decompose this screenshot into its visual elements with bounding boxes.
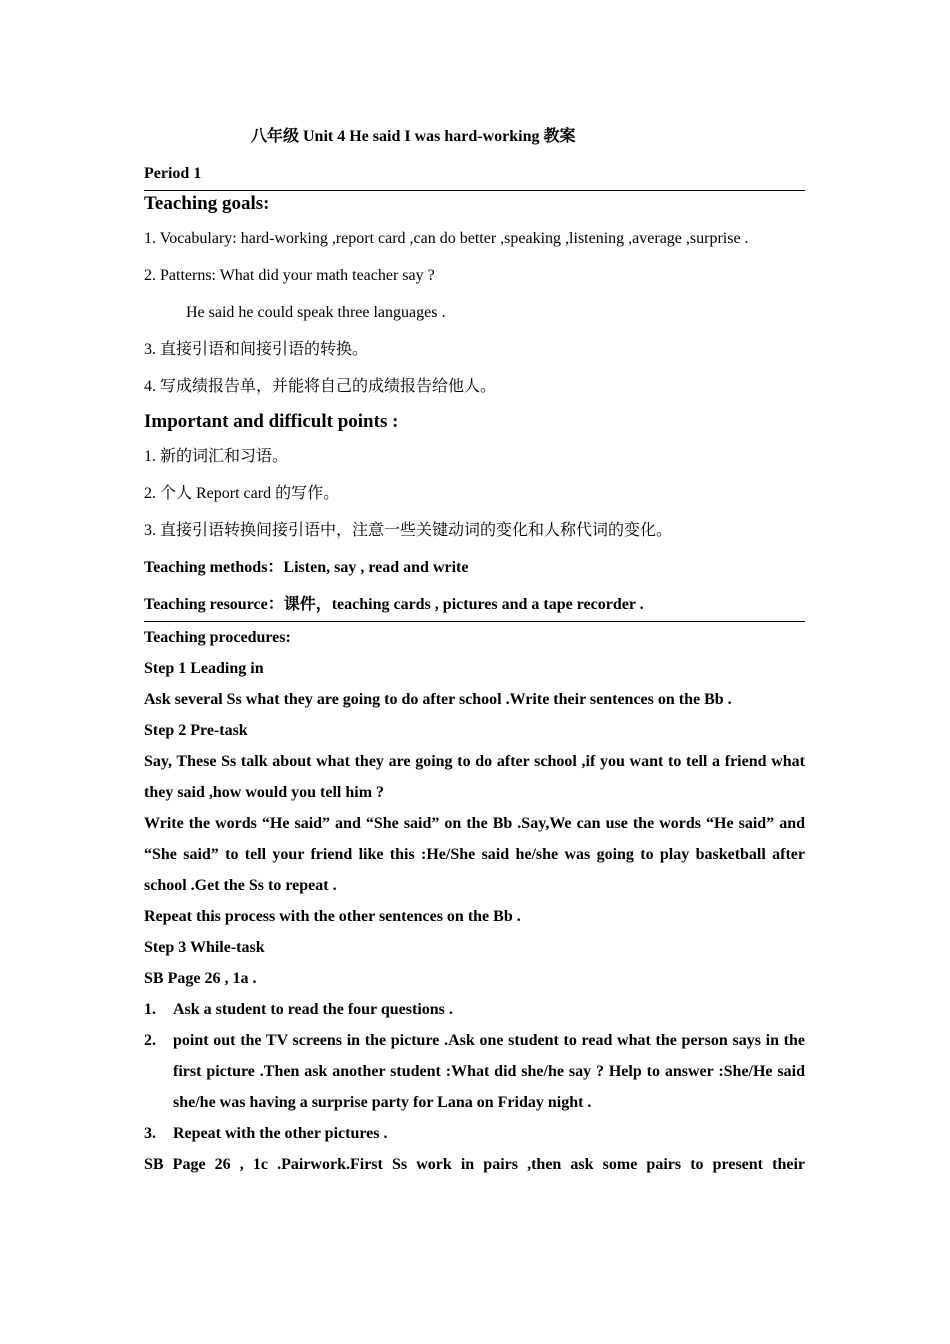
- point-item-2: 2. 个人 Report card 的写作。: [144, 485, 340, 502]
- document-content: [144, 126, 805, 1180]
- goal-item-2: 2. Patterns: What did your math teacher say ?: [144, 267, 435, 284]
- points-heading: Important and difficult points :: [144, 411, 399, 432]
- goal-item-3: 3. 直接引语和间接引语的转换。: [144, 341, 369, 358]
- point-item-1: 1. 新的词汇和习语。: [144, 448, 289, 465]
- goal-item-2-example: He said he could speak three languages .: [186, 304, 446, 321]
- list-item: [144, 1118, 805, 1149]
- period-label: Period 1: [144, 165, 202, 182]
- goals-heading: Teaching goals:: [144, 193, 270, 214]
- step-3-heading: Step 3 While-task: [144, 939, 265, 956]
- list-item-number: 2.: [144, 1032, 156, 1049]
- goal-item-1: 1. Vocabulary: hard-working ,report card ,can do better ,speaking ,listening ,average ,surprise .: [144, 230, 749, 247]
- step-1-heading: Step 1 Leading in: [144, 660, 264, 677]
- procedures-heading: Teaching procedures:: [144, 629, 291, 646]
- step-2-heading: Step 2 Pre-task: [144, 722, 248, 739]
- list-item-number: 1.: [144, 1001, 156, 1018]
- list-item: [144, 1025, 805, 1118]
- list-item-text: Ask a student to read the four questions .: [173, 1001, 453, 1018]
- sb-page-1a: SB Page 26 , 1a .: [144, 970, 257, 987]
- teaching-methods: Teaching methods：Listen, say , read and write: [144, 559, 469, 576]
- point-item-3: 3. 直接引语转换间接引语中，注意一些关键动词的变化和人称代词的变化。: [144, 522, 673, 539]
- step-2-text-3: Repeat this process with the other sentences on the Bb .: [144, 908, 521, 925]
- step-1-text: Ask several Ss what they are going to do after school .Write their sentences on the Bb .: [144, 691, 732, 708]
- sb-page-1c: SB Page 26 , 1c .Pairwork.First Ss work in pairs ,then ask some pairs to present their: [144, 1156, 805, 1173]
- step-2-text-1: Say, These Ss talk about what they are going to do after school ,if you want to tell a friend what they said ,how would you tell him ?: [144, 753, 805, 801]
- list-item: [144, 994, 805, 1025]
- document-title: 八年级 Unit 4 He said I was hard-working 教案: [251, 128, 576, 145]
- list-item-number: 3.: [144, 1125, 156, 1142]
- goal-item-4: 4. 写成绩报告单，并能将自己的成绩报告给他人。: [144, 378, 497, 395]
- step-2-text-2: Write the words “He said” and “She said” on the Bb .Say,We can use the words “He said” and “She said” to tell your friend like this :He/She said he/she was going to play basketball after school .Get the Ss to repeat .: [144, 815, 805, 894]
- list-item-text: Repeat with the other pictures .: [173, 1125, 388, 1142]
- list-item-text: point out the TV screens in the picture .Ask one student to read what the person says in the first picture .Then ask another student :What did she/he say ? Help to answer :She/He said she/he was having a surprise party for Lana on Friday night .: [173, 1032, 805, 1111]
- teaching-resource: Teaching resource：课件，teaching cards , pictures and a tape recorder .: [144, 596, 644, 613]
